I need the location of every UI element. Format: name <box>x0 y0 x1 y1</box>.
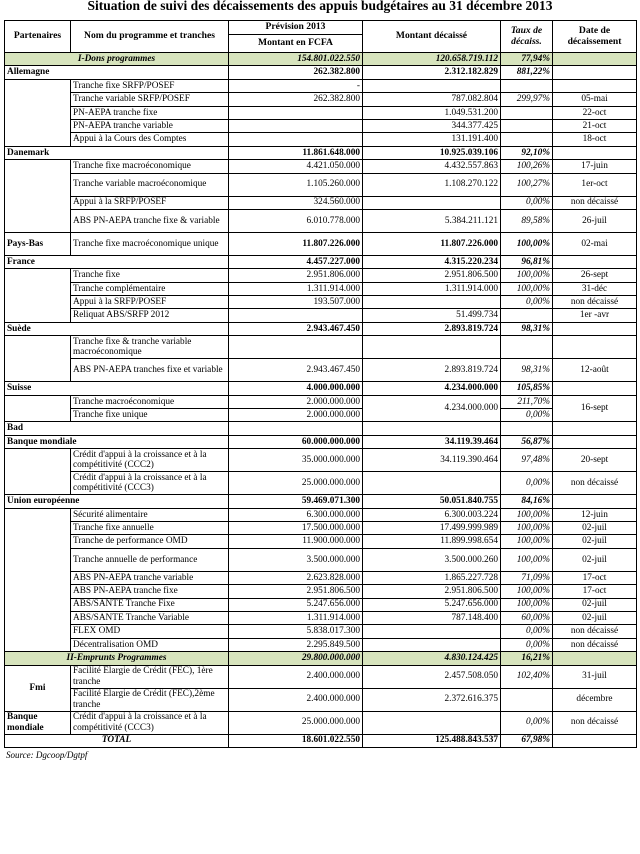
partner-name: France <box>5 255 229 268</box>
table-row <box>5 133 637 146</box>
date-cell <box>553 79 637 92</box>
date-cell <box>553 495 637 508</box>
programme-name: Décentralisation OMD <box>71 638 229 651</box>
prevision-cell: 11.807.226.000 <box>229 232 363 255</box>
prevision-cell: 2.400.000.000 <box>229 665 363 688</box>
programme-name: FLEX OMD <box>71 625 229 638</box>
prevision-cell: 154.801.022.550 <box>229 53 363 66</box>
decaisse-cell <box>363 422 501 435</box>
taux-cell: 98,31% <box>501 359 553 382</box>
decaisse-cell: 4.234.000.000 <box>363 395 501 422</box>
taux-cell: 881,22% <box>501 66 553 79</box>
date-cell: 17-oct <box>553 585 637 598</box>
taux-cell: 102,40% <box>501 665 553 688</box>
prevision-cell: 25.000.000.000 <box>229 711 363 734</box>
decaisse-cell: 4.830.124.425 <box>363 652 501 665</box>
taux-cell: 100,00% <box>501 521 553 534</box>
table-row <box>5 53 637 66</box>
programme-name: Tranche de performance OMD <box>71 535 229 548</box>
date-cell: 02-juil <box>553 521 637 534</box>
taux-cell: 0,00% <box>501 625 553 638</box>
decaisse-cell: 5.247.656.000 <box>363 598 501 611</box>
date-cell <box>553 146 637 159</box>
taux-cell: 98,31% <box>501 322 553 335</box>
prevision-cell <box>229 336 363 359</box>
prevision-cell: 35.000.000.000 <box>229 449 363 472</box>
table-row <box>5 472 637 495</box>
table-row <box>5 535 637 548</box>
table-row <box>5 665 637 688</box>
page-title: Situation de suivi des décaissements des appuis budgétaires au 31 décembre 2013 <box>87 0 553 13</box>
date-cell: 1er-oct <box>553 173 637 196</box>
date-cell: 16-sept <box>553 395 637 422</box>
partner-name: Suède <box>5 322 229 335</box>
partner-spacer <box>5 395 71 422</box>
table-row <box>5 449 637 472</box>
partner-spacer <box>5 160 71 233</box>
partner-name: Banque mondiale <box>5 435 229 448</box>
table-row <box>5 638 637 651</box>
table-row <box>5 611 637 624</box>
source-note: Source: Dgcoop/Dgtpf <box>6 749 88 760</box>
taux-cell <box>501 106 553 119</box>
prevision-cell: 262.382.800 <box>229 93 363 106</box>
table-row <box>5 106 637 119</box>
taux-cell: 96,81% <box>501 255 553 268</box>
decaisse-cell: 2.893.819.724 <box>363 359 501 382</box>
table-row <box>5 173 637 196</box>
taux-cell: 100,26% <box>501 160 553 173</box>
table-row <box>5 711 637 734</box>
programme-name: Reliquat ABS/SRFP 2012 <box>71 309 229 322</box>
date-cell: non décaissé <box>553 196 637 209</box>
decaisse-cell: 5.384.211.121 <box>363 209 501 232</box>
table-row <box>5 571 637 584</box>
taux-cell <box>501 79 553 92</box>
programme-name: Tranche fixe & tranche variable macroéconomique <box>71 336 229 359</box>
date-cell <box>553 336 637 359</box>
taux-cell: 100,00% <box>501 232 553 255</box>
table-row <box>5 495 637 508</box>
partner-name: Bad <box>5 422 229 435</box>
date-cell: 02-juil <box>553 535 637 548</box>
prevision-cell: 3.500.000.000 <box>229 548 363 571</box>
prevision-cell: 5.247.656.000 <box>229 598 363 611</box>
table-row <box>5 322 637 335</box>
decaisse-cell: 4.315.220.234 <box>363 255 501 268</box>
prevision-cell: 60.000.000.000 <box>229 435 363 448</box>
taux-cell <box>501 688 553 711</box>
table-row <box>5 521 637 534</box>
date-cell <box>553 53 637 66</box>
prevision-cell: 4.457.227.000 <box>229 255 363 268</box>
table-row <box>5 232 637 255</box>
programme-name: Tranche fixe unique <box>71 409 229 422</box>
date-cell <box>553 652 637 665</box>
taux-cell: 84,16% <box>501 495 553 508</box>
date-cell: 26-sept <box>553 269 637 282</box>
decaisse-cell: 2.457.508.050 <box>363 665 501 688</box>
table-row <box>5 422 637 435</box>
taux-cell <box>501 309 553 322</box>
programme-name: Tranche macroéconomique <box>71 395 229 408</box>
date-cell: 20-sept <box>553 449 637 472</box>
taux-cell: 100,00% <box>501 585 553 598</box>
prevision-cell: 2.951.806.000 <box>229 269 363 282</box>
decaisse-cell: 34.119.39.464 <box>363 435 501 448</box>
decaisse-cell: 10.925.039.106 <box>363 146 501 159</box>
table-row <box>5 652 637 665</box>
decaisse-cell: 787.082.804 <box>363 93 501 106</box>
prevision-cell <box>229 422 363 435</box>
decaisse-cell: 787.148.400 <box>363 611 501 624</box>
date-cell: non décaissé <box>553 638 637 651</box>
date-cell <box>553 382 637 395</box>
disbursement-table <box>4 20 637 748</box>
table-row <box>5 79 637 92</box>
programme-name: Tranche fixe annuelle <box>71 521 229 534</box>
date-cell: 12-août <box>553 359 637 382</box>
prevision-cell: 11.900.000.000 <box>229 535 363 548</box>
taux-cell: 0,00% <box>501 472 553 495</box>
table-row <box>5 598 637 611</box>
decaisse-cell: 6.300.003.224 <box>363 508 501 521</box>
decaisse-cell: 131.191.400 <box>363 133 501 146</box>
date-cell <box>553 66 637 79</box>
prevision-cell: 11.861.648.000 <box>229 146 363 159</box>
decaisse-cell: 2.893.819.724 <box>363 322 501 335</box>
date-cell <box>553 322 637 335</box>
table-row <box>5 409 637 422</box>
prevision-cell <box>229 119 363 132</box>
programme-name: ABS PN-AEPA tranche variable <box>71 571 229 584</box>
table-row <box>5 359 637 382</box>
table-row <box>5 66 637 79</box>
decaisse-cell: 50.051.840.755 <box>363 495 501 508</box>
programme-name: ABS PN-AEPA tranche fixe <box>71 585 229 598</box>
programme-name: Appui à la SRFP/POSEF <box>71 196 229 209</box>
prevision-cell: 2.000.000.000 <box>229 409 363 422</box>
date-cell: 17-juin <box>553 160 637 173</box>
table-row <box>5 688 637 711</box>
taux-cell: 100,00% <box>501 269 553 282</box>
programme-name: Tranche variable SRFP/POSEF <box>71 93 229 106</box>
programme-name: Tranche fixe <box>71 269 229 282</box>
decaisse-cell <box>363 196 501 209</box>
partner-name: Suisse <box>5 382 229 395</box>
partner-spacer <box>5 449 71 495</box>
date-cell: 18-oct <box>553 133 637 146</box>
date-cell: 05-mai <box>553 93 637 106</box>
date-cell <box>553 435 637 448</box>
date-cell: 17-oct <box>553 571 637 584</box>
programme-name: ABS PN-AEPA tranche fixe & variable <box>71 209 229 232</box>
date-cell: 21-oct <box>553 119 637 132</box>
date-cell: décembre <box>553 688 637 711</box>
prevision-cell: 6.300.000.000 <box>229 508 363 521</box>
taux-cell: 16,21% <box>501 652 553 665</box>
decaisse-cell: 4.432.557.863 <box>363 160 501 173</box>
decaisse-cell <box>363 79 501 92</box>
date-cell: 31-déc <box>553 282 637 295</box>
decaisse-cell <box>363 336 501 359</box>
taux-cell: 100,27% <box>501 173 553 196</box>
date-cell: 31-juil <box>553 665 637 688</box>
taux-cell: 67,98% <box>501 734 553 747</box>
prevision-cell: 17.500.000.000 <box>229 521 363 534</box>
date-cell: non décaissé <box>553 625 637 638</box>
decaisse-cell <box>363 638 501 651</box>
prevision-cell: 18.601.022.550 <box>229 734 363 747</box>
date-cell: non décaissé <box>553 711 637 734</box>
prevision-cell: 25.000.000.000 <box>229 472 363 495</box>
taux-cell: 0,00% <box>501 711 553 734</box>
programme-name: ABS/SANTE Tranche Fixe <box>71 598 229 611</box>
header-date: Date de décaissement <box>553 21 637 53</box>
group-label: I-Dons programmes <box>5 53 229 66</box>
decaisse-cell <box>363 296 501 309</box>
date-cell: 02-juil <box>553 548 637 571</box>
prevision-cell: 29.800.000.000 <box>229 652 363 665</box>
prevision-cell: 2.943.467.450 <box>229 359 363 382</box>
decaisse-cell: 2.951.806.500 <box>363 585 501 598</box>
partner-spacer <box>5 269 71 323</box>
table-row <box>5 382 637 395</box>
partner-name: Danemark <box>5 146 229 159</box>
table-row <box>5 585 637 598</box>
taux-cell <box>501 422 553 435</box>
programme-name: Facilité Elargie de Crédit (FEC), 1ère tranche <box>71 665 229 688</box>
taux-cell: 100,00% <box>501 282 553 295</box>
partner-spacer <box>5 79 71 146</box>
taux-cell: 60,00% <box>501 611 553 624</box>
date-cell: 02-juil <box>553 611 637 624</box>
taux-cell: 77,94% <box>501 53 553 66</box>
prevision-cell <box>229 309 363 322</box>
prevision-cell: 324.560.000 <box>229 196 363 209</box>
partner-name: Allemagne <box>5 66 229 79</box>
table-row <box>5 395 637 408</box>
date-cell <box>553 255 637 268</box>
prevision-cell: 1.311.914.000 <box>229 282 363 295</box>
programme-name: Crédit d'appui à la croissance et à la compétitivité (CCC3) <box>71 711 229 734</box>
prevision-cell: 5.838.017.300 <box>229 625 363 638</box>
programme-name: ABS PN-AEPA tranches fixe et variable <box>71 359 229 382</box>
date-cell: 22-oct <box>553 106 637 119</box>
taux-cell: 0,00% <box>501 296 553 309</box>
date-cell: 26-juil <box>553 209 637 232</box>
taux-cell: 105,85% <box>501 382 553 395</box>
programme-name: Appui à la SRFP/POSEF <box>71 296 229 309</box>
decaisse-cell: 125.488.843.537 <box>363 734 501 747</box>
table-row <box>5 93 637 106</box>
table-row <box>5 734 637 747</box>
group-label: TOTAL <box>5 734 229 747</box>
decaisse-cell <box>363 625 501 638</box>
prevision-cell: 2.951.806.500 <box>229 585 363 598</box>
table-row <box>5 209 637 232</box>
programme-name: Tranche fixe macroéconomique unique <box>71 232 229 255</box>
programme-name: Tranche complémentaire <box>71 282 229 295</box>
taux-cell: 299,97% <box>501 93 553 106</box>
table-row <box>5 296 637 309</box>
prevision-cell: 2.000.000.000 <box>229 395 363 408</box>
programme-name: Tranche fixe SRFP/POSEF <box>71 79 229 92</box>
taux-cell: 89,58% <box>501 209 553 232</box>
date-cell: non décaissé <box>553 296 637 309</box>
header-montant-decaisse: Montant décaissé <box>363 21 501 53</box>
prevision-cell: 59.469.071.300 <box>229 495 363 508</box>
partner-name: Union européenne <box>5 495 229 508</box>
decaisse-cell <box>363 711 501 734</box>
table-row <box>5 269 637 282</box>
taux-cell: 97,48% <box>501 449 553 472</box>
decaisse-cell: 34.119.390.464 <box>363 449 501 472</box>
date-cell <box>553 734 637 747</box>
programme-name: Tranche fixe macroéconomique <box>71 160 229 173</box>
decaisse-cell: 1.865.227.728 <box>363 571 501 584</box>
partner-spacer <box>5 336 71 382</box>
taux-cell: 100,00% <box>501 598 553 611</box>
programme-name: Crédit d'appui à la croissance et à la compétitivité (CCC3) <box>71 472 229 495</box>
decaisse-cell: 344.377.425 <box>363 119 501 132</box>
taux-cell: 56,87% <box>501 435 553 448</box>
taux-cell: 100,00% <box>501 535 553 548</box>
programme-name: PN-AEPA tranche variable <box>71 119 229 132</box>
prevision-cell: - <box>229 79 363 92</box>
taux-cell: 0,00% <box>501 196 553 209</box>
decaisse-cell: 2.372.616.375 <box>363 688 501 711</box>
programme-name: PN-AEPA tranche fixe <box>71 106 229 119</box>
decaisse-cell: 1.108.270.122 <box>363 173 501 196</box>
decaisse-cell: 1.049.531.200 <box>363 106 501 119</box>
prevision-cell: 262.382.800 <box>229 66 363 79</box>
taux-cell: 100,00% <box>501 548 553 571</box>
programme-name: Tranche annuelle de performance <box>71 548 229 571</box>
prevision-cell: 2.943.467.450 <box>229 322 363 335</box>
date-cell: 02-juil <box>553 598 637 611</box>
header-partenaires: Partenaires <box>5 21 71 53</box>
table-row <box>5 435 637 448</box>
programme-name: Appui à la Cours des Comptes <box>71 133 229 146</box>
decaisse-cell: 1.311.914.000 <box>363 282 501 295</box>
prevision-cell: 2.295.849.500 <box>229 638 363 651</box>
programme-name: Crédit d'appui à la croissance et à la compétitivité (CCC2) <box>71 449 229 472</box>
prevision-cell: 4.000.000.000 <box>229 382 363 395</box>
taux-cell: 71,09% <box>501 571 553 584</box>
table-row <box>5 282 637 295</box>
prevision-cell: 2.623.828.000 <box>229 571 363 584</box>
taux-cell: 0,00% <box>501 638 553 651</box>
taux-cell: 0,00% <box>501 409 553 422</box>
decaisse-cell: 4.234.000.000 <box>363 382 501 395</box>
decaisse-cell: 51.499.734 <box>363 309 501 322</box>
taux-cell <box>501 336 553 359</box>
prevision-cell <box>229 106 363 119</box>
prevision-cell: 6.010.778.000 <box>229 209 363 232</box>
prevision-cell: 193.507.000 <box>229 296 363 309</box>
taux-cell: 100,00% <box>501 508 553 521</box>
table-row <box>5 119 637 132</box>
header-programme: Nom du programme et tranches <box>71 21 229 53</box>
header-prevision: Prévision 2013 <box>229 21 363 35</box>
date-cell: non décaissé <box>553 472 637 495</box>
table-row <box>5 625 637 638</box>
decaisse-cell: 3.500.000.260 <box>363 548 501 571</box>
table-row <box>5 336 637 359</box>
table-row <box>5 160 637 173</box>
table-row <box>5 508 637 521</box>
prevision-cell: 2.400.000.000 <box>229 688 363 711</box>
taux-cell: 92,10% <box>501 146 553 159</box>
date-cell: 02-mai <box>553 232 637 255</box>
decaisse-cell: 17.499.999.989 <box>363 521 501 534</box>
decaisse-cell: 11.899.998.654 <box>363 535 501 548</box>
table-row <box>5 196 637 209</box>
taux-cell: 211,70% <box>501 395 553 408</box>
partner-name: Fmi <box>5 665 71 711</box>
prevision-cell: 1.311.914.000 <box>229 611 363 624</box>
taux-cell <box>501 133 553 146</box>
partner-name: Banque mondiale <box>5 711 71 734</box>
table-row <box>5 255 637 268</box>
prevision-cell: 4.421.050.000 <box>229 160 363 173</box>
prevision-cell: 1.105.260.000 <box>229 173 363 196</box>
decaisse-cell <box>363 472 501 495</box>
programme-name: Tranche variable macroéconomique <box>71 173 229 196</box>
partner-spacer <box>5 508 71 652</box>
table-row <box>5 548 637 571</box>
header-taux: Taux de décaiss. <box>501 21 553 53</box>
date-cell: 1er -avr <box>553 309 637 322</box>
decaisse-cell: 2.951.806.500 <box>363 269 501 282</box>
decaisse-cell: 2.312.182.829 <box>363 66 501 79</box>
group-label: II-Emprunts Programmes <box>5 652 229 665</box>
prevision-cell <box>229 133 363 146</box>
header-montant-fcfa: Montant en FCFA <box>229 35 363 53</box>
table-row <box>5 309 637 322</box>
programme-name: Sécurité alimentaire <box>71 508 229 521</box>
programme-name: ABS/SANTE Tranche Variable <box>71 611 229 624</box>
date-cell <box>553 422 637 435</box>
decaisse-cell: 120.658.719.112 <box>363 53 501 66</box>
taux-cell <box>501 119 553 132</box>
programme-name: Facilité Elargie de Crédit (FEC),2ème tranche <box>71 688 229 711</box>
date-cell: 12-juin <box>553 508 637 521</box>
table-row <box>5 146 637 159</box>
decaisse-cell: 11.807.226.000 <box>363 232 501 255</box>
partner-name: Pays-Bas <box>5 232 71 255</box>
